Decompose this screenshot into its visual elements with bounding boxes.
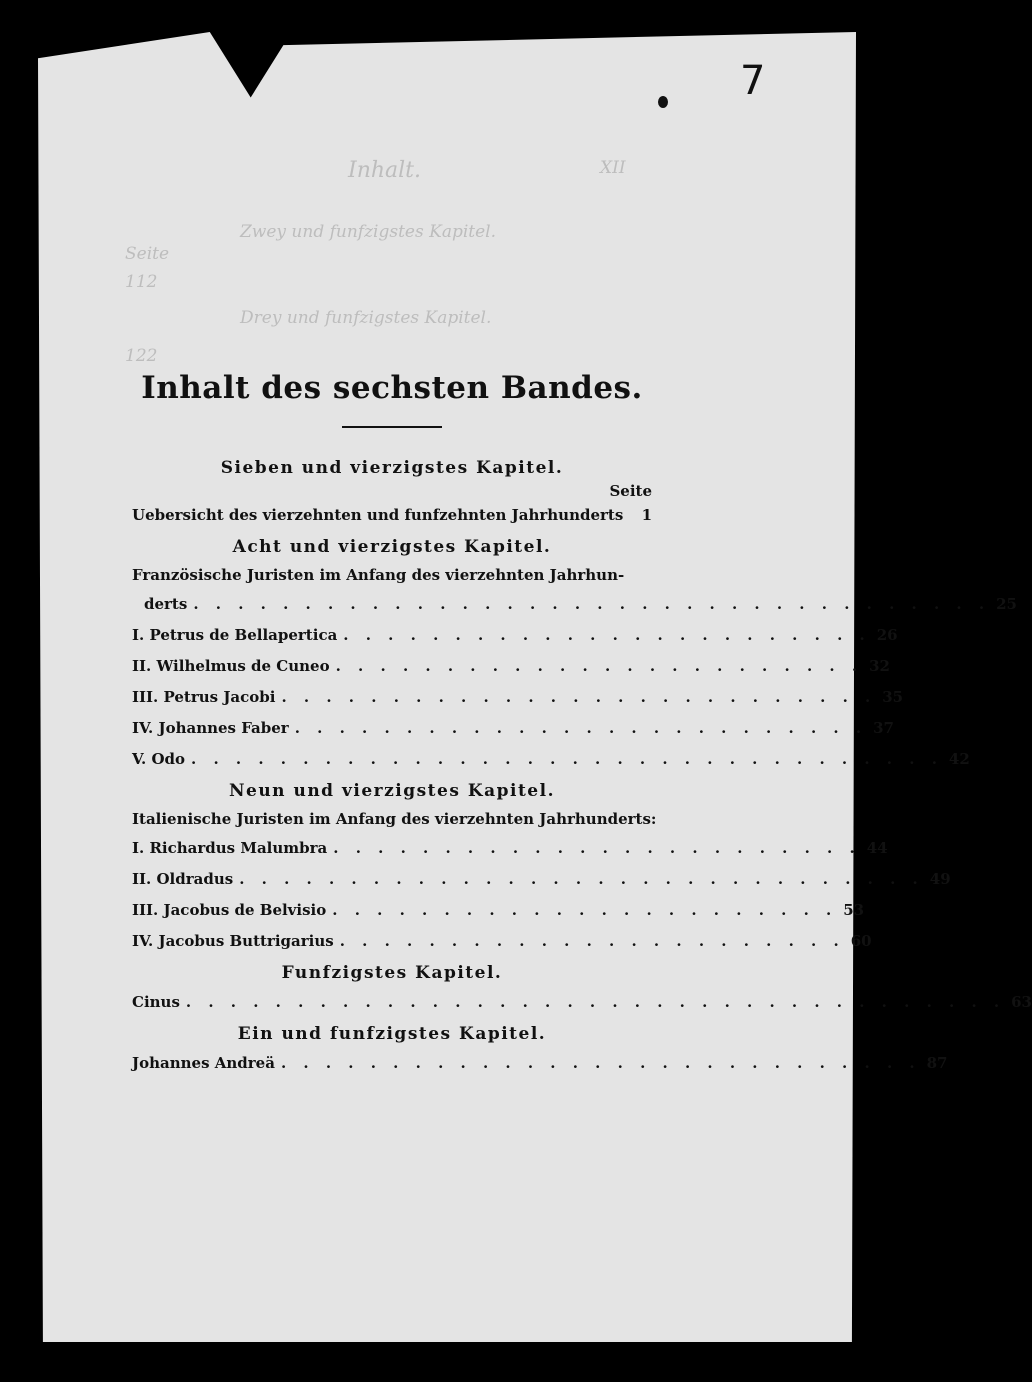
page-number: 35	[882, 688, 904, 706]
entry-intro: Italienische Juristen im Anfang des vierzehnten Jahrhunderts:	[132, 810, 657, 828]
entry-label: Johannes Andreä	[132, 1054, 275, 1072]
page-number: 42	[948, 750, 970, 768]
bleed-through-text: 112	[125, 272, 158, 292]
entry-label: derts	[144, 595, 188, 613]
page-number: 26	[876, 626, 898, 644]
toc-entry	[132, 620, 898, 651]
leader-dots: . . . . . . . . . . . . . . . . . . . . . . . . . . . . .	[280, 1054, 921, 1072]
chapter-heading: Acht und vierzigstes Kapitel.	[232, 537, 552, 557]
entry-label: V. Odo	[132, 750, 186, 768]
title-rule	[342, 426, 442, 428]
leader-dots: . . . . . . . . . . . . . . . . . . . . . . . . . . . . . . .	[239, 870, 924, 888]
entry-label: Cinus	[132, 993, 180, 1011]
leader-dots: . . . . . . . . . . . . . . . . . . . . . . . . . . . . . . . . . . . .	[193, 595, 991, 613]
page-number: 87	[926, 1054, 948, 1072]
chapter-heading: Funfzigstes Kapitel.	[281, 963, 503, 983]
page-title: Inhalt des sechsten Bandes.	[141, 370, 643, 406]
entry-label: III. Jacobus de Belvisio	[132, 901, 327, 919]
page-number: 53	[843, 901, 865, 919]
page-number: 60	[850, 932, 872, 950]
toc-entry	[132, 744, 970, 775]
leader-dots: . . . . . . . . . . . . . . . . . . . . . . . . . .	[294, 719, 868, 737]
bleed-through-text: Seite	[125, 244, 170, 264]
chapter-heading: Sieben und vierzigstes Kapitel.	[220, 458, 564, 478]
toc-entry	[132, 682, 904, 713]
toc-entry	[132, 864, 951, 895]
chapter-heading: Ein und funfzigstes Kapitel.	[237, 1024, 547, 1044]
toc-entry	[132, 713, 894, 744]
page-number: 32	[869, 657, 890, 675]
toc-entry	[132, 987, 1032, 1018]
toc-entry	[132, 833, 888, 864]
entry-label: IV. Jacobus Buttrigarius	[132, 932, 334, 950]
entry-label: IV. Johannes Faber	[132, 719, 289, 737]
entry-label: Uebersicht des vierzehnten und funfzehnten Jahrhunderts	[132, 506, 624, 524]
toc-entry	[132, 651, 890, 682]
entry-label: II. Wilhelmus de Cuneo	[132, 657, 330, 675]
entry-intro: Französische Juristen im Anfang des vierzehnten Jahrhun-	[132, 566, 625, 584]
chapter-heading: Neun und vierzigstes Kapitel.	[228, 781, 556, 801]
entry-label: III. Petrus Jacobi	[132, 688, 276, 706]
leader-dots: . . . . . . . . . . . . . . . . . . . . . . . .	[333, 839, 861, 857]
archive-number: 7	[740, 58, 766, 104]
bleed-through-text: 122	[125, 346, 158, 366]
toc-entry	[132, 1048, 948, 1079]
entry-label: I. Richardus Malumbra	[132, 839, 328, 857]
page-number: 25	[996, 595, 1017, 613]
bleed-through-text: Zwey und funfzigstes Kapitel.	[240, 222, 497, 242]
seite-label: Seite	[609, 482, 652, 500]
leader-dots: . . . . . . . . . . . . . . . . . . . . . . . .	[335, 657, 864, 675]
entry-label: I. Petrus de Bellapertica	[132, 626, 338, 644]
leader-dots: . . . . . . . . . . . . . . . . . . . . . . .	[339, 932, 845, 950]
toc-entry	[132, 926, 872, 957]
page-number: 49	[929, 870, 951, 888]
table-of-contents	[132, 370, 1032, 1079]
leader-dots: . . . . . . . . . . . . . . . . . . . . . . .	[332, 901, 838, 919]
entry-label: II. Oldradus	[132, 870, 234, 888]
page-number: 1	[641, 506, 652, 524]
leader-dots: . . . . . . . . . . . . . . . . . . . . . . . . . . . . . . . . . . . . .	[185, 993, 1006, 1011]
leader-dots: . . . . . . . . . . . . . . . . . . . . . . . . . . . . . . . . . .	[191, 750, 943, 768]
page-number: 44	[866, 839, 888, 857]
toc-entry	[132, 589, 1017, 620]
leader-dots: . . . . . . . . . . . . . . . . . . . . . . . .	[343, 626, 871, 644]
toc-entry	[132, 500, 652, 531]
bleed-through-text: Drey und funfzigstes Kapitel.	[240, 308, 492, 328]
bleed-through-text: Inhalt.	[348, 158, 422, 183]
leader-dots: . . . . . . . . . . . . . . . . . . . . . . . . . . .	[281, 688, 877, 706]
bleed-through-text: XII	[600, 158, 626, 178]
ink-spot	[658, 96, 668, 108]
page-number: 63	[1011, 993, 1032, 1011]
toc-entry	[132, 895, 865, 926]
page-number: 37	[873, 719, 894, 737]
